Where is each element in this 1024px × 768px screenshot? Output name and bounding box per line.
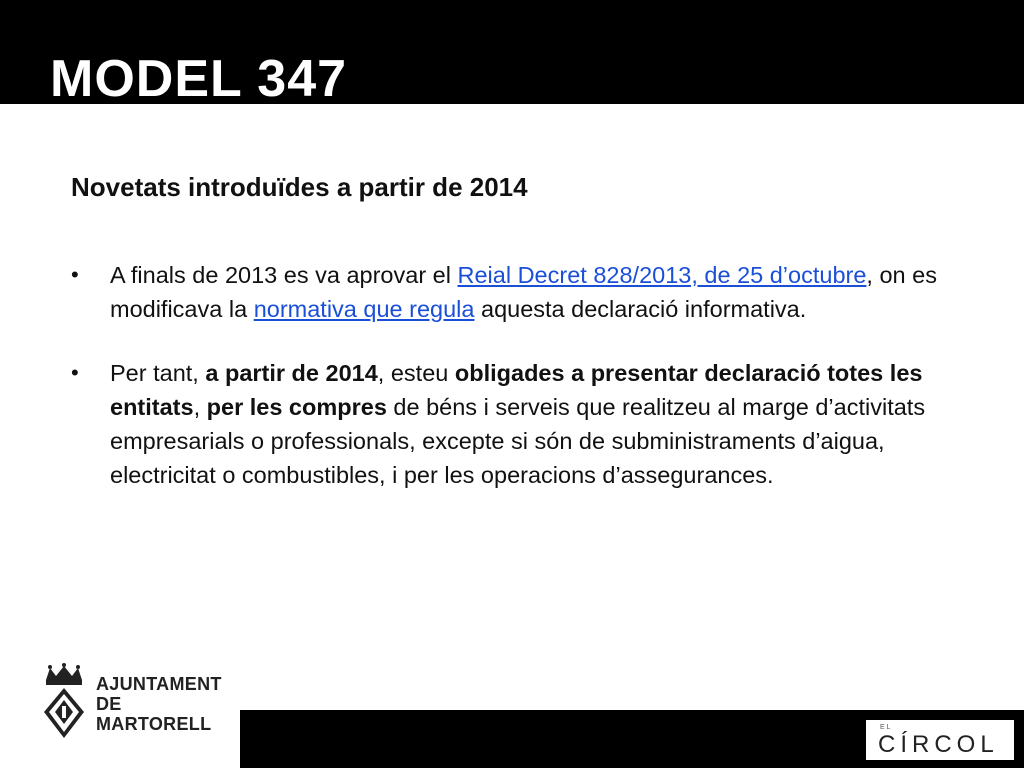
- bullet-text: , esteu: [377, 360, 455, 386]
- slide-subtitle: Novetats introduïdes a partir de 2014: [71, 172, 528, 202]
- bullet-emphasis: obligades a presentar declaració totes les entitats: [110, 360, 923, 420]
- bullet-emphasis: per les compres: [206, 394, 387, 420]
- bullet-text: de béns i serveis que realitzeu al marge d’activitats empresarials o professionals, excepte si són de subministraments d’aigua, electricitat o combustibles, i per les operacions d’assegurances.: [110, 394, 926, 488]
- link-reial-decret[interactable]: Reial Decret 828/2013, de 25 d’octubre: [457, 262, 867, 288]
- link-normativa[interactable]: normativa que regula: [253, 296, 475, 322]
- brand-prefix: EL: [880, 724, 893, 731]
- ajuntament-name: [96, 674, 230, 734]
- bullet-list: [71, 258, 971, 522]
- el-circol-logo: [866, 720, 1014, 760]
- bullet-text: ,: [193, 394, 207, 420]
- bullet-item-1: [71, 258, 971, 326]
- bullet-item-2: [71, 356, 971, 492]
- bullet-text: Per tant,: [110, 360, 206, 386]
- logo-line-1: AJUNTAMENT: [96, 674, 222, 694]
- martorell-shield-icon: [40, 662, 88, 744]
- bullet-text: aquesta declaració informativa.: [474, 296, 807, 322]
- logo-line-2: DE MARTORELL: [96, 694, 212, 734]
- slide-title: MODEL 347: [50, 50, 348, 108]
- bullet-text: , on es modificava la: [110, 262, 937, 322]
- ajuntament-logo: [40, 662, 230, 746]
- bullet-text: A finals de 2013 es va aprovar el: [110, 262, 458, 288]
- bullet-emphasis: a partir de 2014: [205, 360, 378, 386]
- brand-name: CÍRCOL: [878, 731, 999, 758]
